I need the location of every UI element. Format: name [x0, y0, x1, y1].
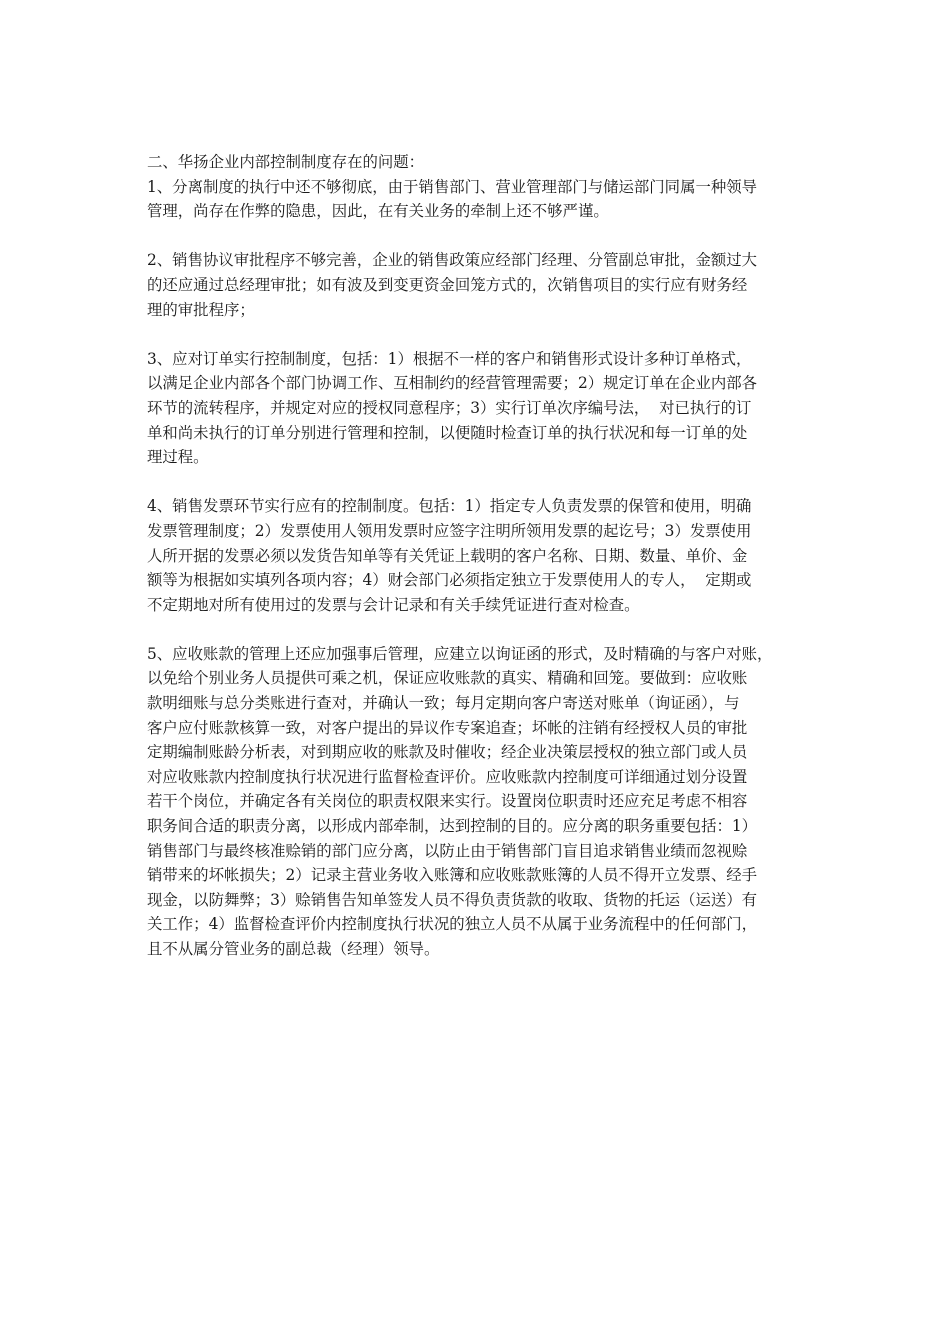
- paragraph-line: 管理，尚存在作弊的隐患，因此，在有关业务的牵制上还不够严谨。: [147, 202, 609, 221]
- paragraph-line: 定期编制账龄分析表，对到期应收的账款及时催收；经企业决策层授权的独立部门或人员: [147, 743, 748, 762]
- paragraph-line: 的还应通过总经理审批；如有波及到变更资金回笼方式的，次销售项目的实行应有财务经: [147, 275, 748, 294]
- paragraph-5: [147, 642, 827, 962]
- paragraph-spacer: [147, 224, 827, 249]
- paragraph-line: 人所开据的发票必须以发货告知单等有关凭证上载明的客户名称、日期、数量、单价、金: [147, 546, 748, 565]
- paragraph-line: 若干个岗位，并确定各有关岗位的职责权限来实行。设置岗位职责时还应充足考虑不相容: [147, 792, 748, 811]
- paragraph-line: 4、销售发票环节实行应有的控制制度。包括：1）指定专人负责发票的保管和使用，明确: [147, 497, 752, 516]
- document-body: [147, 150, 827, 962]
- paragraph-line: 发票管理制度；2）发票使用人领用发票时应签字注明所领用发票的起讫号；3）发票使用: [147, 521, 752, 540]
- paragraph-spacer: [147, 470, 827, 495]
- paragraph-line: 环节的流转程序，并规定对应的授权同意程序；3）实行订单次序编号法， 对已执行的订: [147, 398, 752, 417]
- paragraph-line: 单和尚未执行的订单分别进行管理和控制，以便随时检查订单的执行状况和每一订单的处: [147, 423, 748, 442]
- paragraph-line: 关工作；4）监督检查评价内控制度执行状况的独立人员不从属于业务流程中的任何部门，: [147, 915, 758, 934]
- paragraph-line: 客户应付账款核算一致，对客户提出的异议作专案追查；坏帐的注销有经授权人员的审批: [147, 718, 748, 737]
- paragraph-line: 不定期地对所有使用过的发票与会计记录和有关手续凭证进行查对检查。: [147, 595, 640, 614]
- paragraph-line: 1、分离制度的执行中还不够彻底，由于销售部门、营业管理部门与储运部门同属一种领导: [147, 177, 758, 196]
- paragraph-line: 现金，以防舞弊；3）赊销售告知单签发人员不得负责货款的收取、货物的托运（运送）有: [147, 890, 758, 909]
- paragraph-2: [147, 248, 827, 322]
- paragraph-1: [147, 175, 827, 224]
- paragraph-spacer: [147, 322, 827, 347]
- paragraph-line: 款明细账与总分类账进行查对，并确认一致；每月定期向客户寄送对账单（询证函），与: [147, 694, 740, 713]
- paragraph-line: 2、销售协议审批程序不够完善，企业的销售政策应经部门经理、分管副总审批，金额过大: [147, 251, 758, 270]
- paragraph-line: 以免给个别业务人员提供可乘之机，保证应收账款的真实、精确和回笼。要做到：应收账: [147, 669, 748, 688]
- paragraph-line: 且不从属分管业务的副总裁（经理）领导。: [147, 940, 440, 958]
- paragraph-line: 理过程。: [147, 448, 209, 467]
- paragraph-line: 销售部门与最终核准赊销的部门应分离，以防止由于销售部门盲目追求销售业绩而忽视赊: [147, 841, 748, 860]
- paragraph-line: 销带来的坏帐损失；2）记录主营业务收入账簿和应收账款账簿的人员不得开立发票、经手: [147, 866, 758, 885]
- paragraph-line: 理的审批程序；: [147, 300, 255, 319]
- paragraph-line: 额等为根据如实填列各项内容；4）财会部门必须指定独立于发票使用人的专人， 定期或: [147, 571, 752, 590]
- paragraph-4: [147, 494, 827, 617]
- paragraph-line: 以满足企业内部各个部门协调工作、互相制约的经营管理需要；2）规定订单在企业内部各: [147, 374, 758, 393]
- paragraph-spacer: [147, 617, 827, 642]
- document-heading: 二、华扬企业内部控制制度存在的问题：: [147, 153, 425, 171]
- paragraph-line: 5、应收账款的管理上还应加强事后管理，应建立以询证函的形式，及时精确的与客户对账，: [147, 644, 773, 663]
- paragraph-line: 职务间合适的职责分离，以形成内部牵制，达到控制的目的。应分离的职务重要包括：1）: [147, 817, 758, 836]
- paragraph-3: [147, 347, 827, 470]
- paragraph-line: 对应收账款内控制度执行状况进行监督检查评价。应收账款内控制度可详细通过划分设置: [147, 767, 748, 786]
- paragraph-line: 3、应对订单实行控制制度，包括：1）根据不一样的客户和销售形式设计多种订单格式，: [147, 349, 752, 368]
